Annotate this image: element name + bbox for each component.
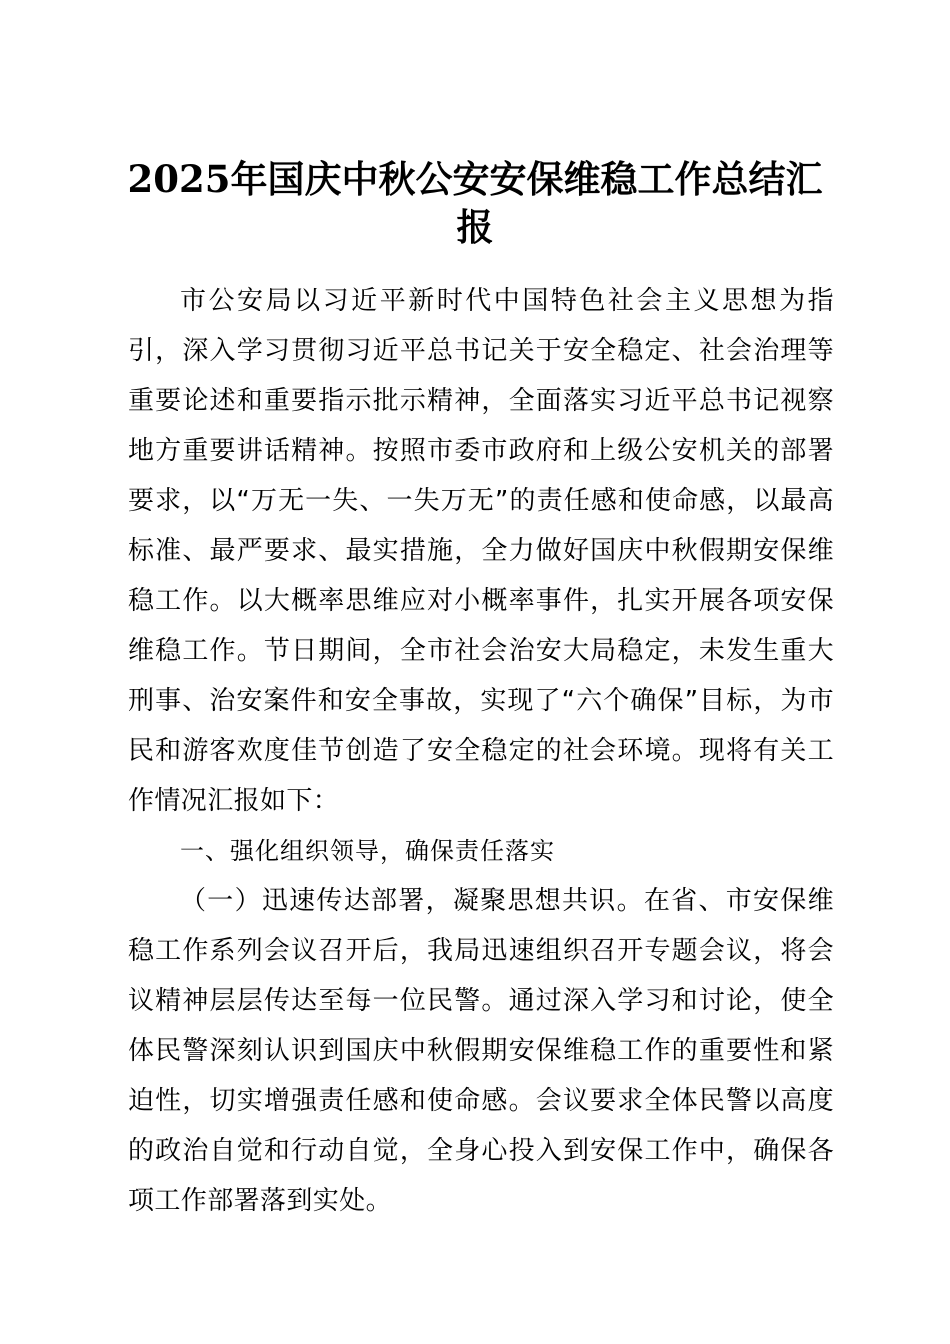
document-title: 2025年国庆中秋公安安保维稳工作总结汇报: [127, 157, 823, 249]
subsection-paragraph: （一）迅速传达部署，凝聚思想共识。在省、市安保维稳工作系列会议召开后，我局迅速组织召开专题会议，将会议精神层层传达至每一位民警。通过深入学习和讨论，使全体民警深刻认识到国庆中秋假期安保维稳工作的重要性和紧迫性，切实增强责任感和使命感。会议要求全体民警以高度的政治自觉和行动自觉，全身心投入到安保工作中，确保各项工作部署落到实处。: [128, 886, 834, 1216]
section-heading: 一、强化组织领导，确保责任落实: [180, 837, 555, 865]
intro-paragraph: 市公安局以习近平新时代中国特色社会主义思想为指引，深入学习贯彻习近平总书记关于安全稳定、社会治理等重要论述和重要指示批示精神，全面落实习近平总书记视察地方重要讲话精神。按照市委市政府和上级公安机关的部署要求，以“万无一失、一失万无”的责任感和使命感，以最高标准、最严要求、最实措施，全力做好国庆中秋假期安保维稳工作。以大概率思维应对小概率事件，扎实开展各项安保维稳工作。节日期间，全市社会治安大局稳定，未发生重大刑事、治安案件和安全事故，实现了“六个确保”目标，为市民和游客欢度佳节创造了安全稳定的社会环境。现将有关工作情况汇报如下：: [128, 286, 834, 816]
document-body: [128, 276, 834, 1226]
